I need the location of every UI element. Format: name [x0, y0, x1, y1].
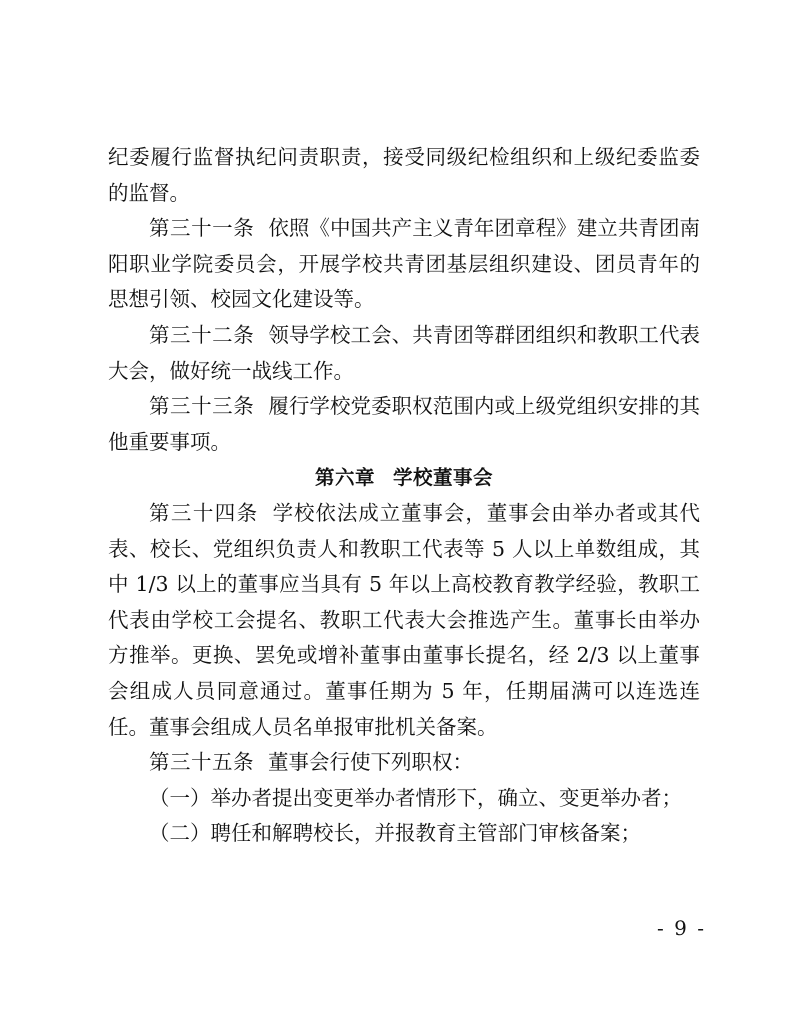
list-item-text: （二）聘任和解聘校长，并报教育主管部门审核备案； — [149, 821, 641, 846]
article-label: 第三十一条 — [149, 216, 255, 241]
paragraph-discipline-supervision — [108, 140, 700, 211]
article-text: 学校依法成立董事会，董事会由举办者或其代表、校长、党组织负责人和教职工代表等 5 人以上单数组成，其中 1/3 以上的董事应当具有 5 年以上高校教育教学经验，教职工代表由学校工会提名、教职工代表大会推选产生。董事长由举办方推举。更换、罢免或增补董事由董事长提名，经 2/3 以上董事会组成人员同意通过。董事任期为 5 年，任期届满可以连选连任。董事会组成人员名单报审批机关备案。 — [108, 500, 701, 739]
article-33 — [108, 389, 700, 460]
article-label: 第三十二条 — [149, 322, 255, 347]
article-label: 第三十四条 — [149, 500, 259, 525]
article-text: 董事会行使下列职权： — [268, 750, 473, 775]
list-item-1 — [108, 781, 700, 817]
paragraph-text: 纪委履行监督执纪问责职责，接受同级纪检组织和上级纪委监委的监督。 — [108, 145, 700, 205]
chapter-title: 学校董事会 — [393, 466, 494, 490]
article-label: 第三十三条 — [149, 394, 255, 419]
body-text — [108, 140, 700, 852]
article-text: 履行学校党委职权范围内或上级党组织安排的其他重要事项。 — [108, 394, 701, 454]
article-31 — [108, 211, 700, 318]
article-32 — [108, 318, 700, 389]
article-text: 领导学校工会、共青团等群团组织和教职工代表大会，做好统一战线工作。 — [108, 322, 701, 383]
chapter-number: 第六章 — [314, 466, 375, 490]
list-item-2 — [108, 816, 700, 852]
article-label: 第三十五条 — [149, 750, 254, 775]
page-number: - 9 - — [657, 916, 706, 940]
article-text: 依照《中国共产主义青年团章程》建立共青团南阳职业学院委员会，开展学校共青团基层组织建设、团员青年的思想引领、校园文化建设等。 — [108, 216, 701, 312]
chapter-heading — [108, 460, 700, 496]
article-34 — [108, 496, 700, 745]
list-item-text: （一）举办者提出变更举办者情形下，确立、变更举办者； — [149, 785, 682, 810]
article-35 — [108, 745, 700, 781]
